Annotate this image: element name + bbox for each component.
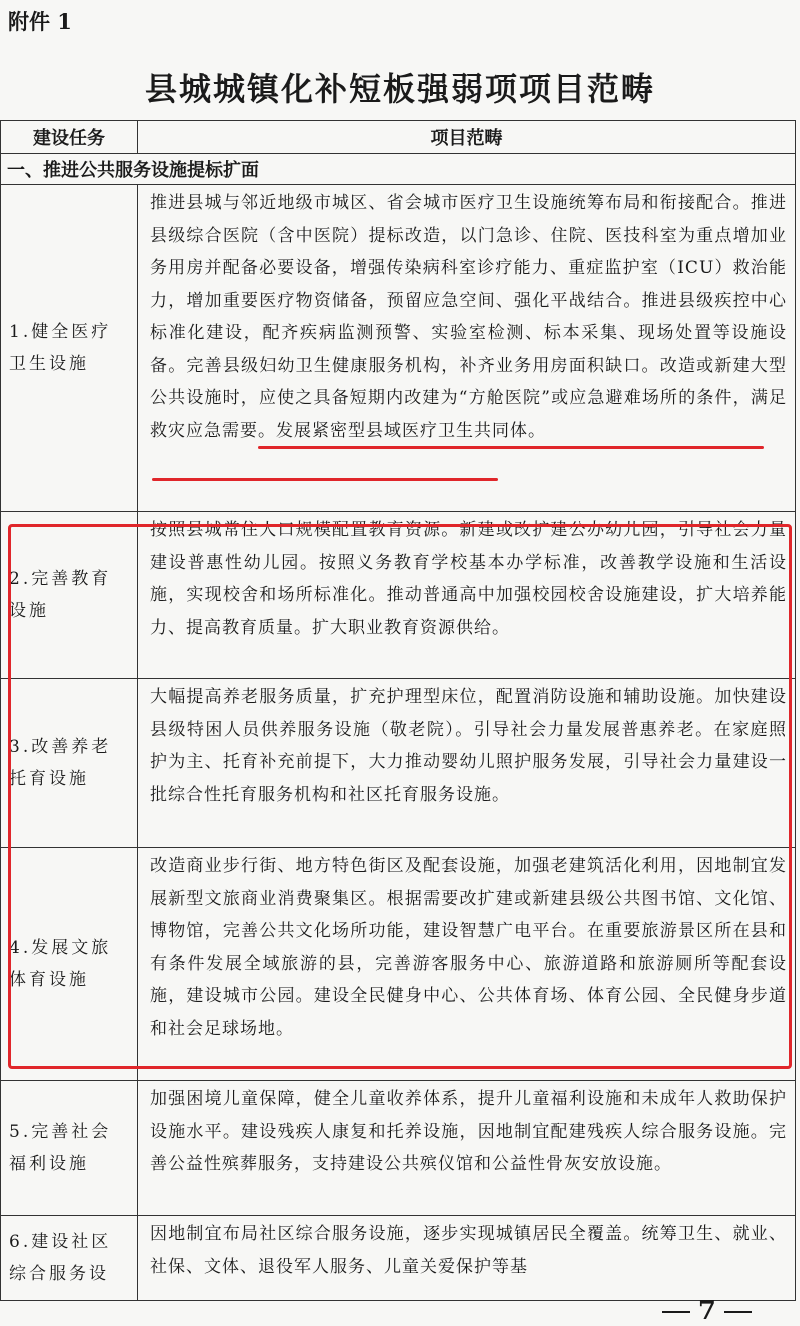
- task-cell: 1.健全医疗卫生设施: [1, 185, 138, 512]
- table-row: [1, 1081, 796, 1216]
- document-title: 县城城镇化补短板强弱项项目范畴: [144, 70, 655, 108]
- table-row: [1, 185, 796, 512]
- scope-cell: 改造商业步行街、地方特色街区及配套设施，加强老建筑活化利用，因地制宜发展新型文旅商业消费聚集区。根据需要改扩建或新建县级公共图书馆、文化馆、博物馆，完善公共文化场所功能，建设智慧广电平台。在重要旅游景区所在县和有条件发展全域旅游的县，完善游客服务中心、旅游道路和旅游厕所等配套设施，建设城市公园。建设全民健身中心、公共体育场、体育公园、全民健身步道和社会足球场地。: [138, 848, 796, 1081]
- page-number: 7: [654, 1296, 760, 1326]
- table-row: [1, 848, 796, 1081]
- scope-cell: 大幅提高养老服务质量，扩充护理型床位，配置消防设施和辅助设施。加快建设县级特困人员供养服务设施（敬老院）。引导社会力量发展普惠养老。在家庭照护为主、托育补充前提下，大力推动婴幼儿照护服务发展，引导社会力量建设一批综合性托育服务机构和社区托育服务设施。: [138, 679, 796, 848]
- task-cell: 4.发展文旅体育设施: [1, 848, 138, 1081]
- table-row: [1, 1216, 796, 1301]
- task-cell: 2.完善教育设施: [1, 512, 138, 679]
- scope-cell: 按照县城常住人口规模配置教育资源。新建或改扩建公办幼儿园，引导社会力量建设普惠性幼儿园。按照义务教育学校基本办学标准，改善教学设施和生活设施，实现校舍和场所标准化。推动普通高中加强校园校舍设施建设，扩大培养能力、提高教育质量。扩大职业教育资源供给。: [138, 512, 796, 679]
- scope-cell: 因地制宜布局社区综合服务设施，逐步实现城镇居民全覆盖。统筹卫生、就业、社保、文体、退役军人服务、儿童关爱保护等基: [138, 1216, 796, 1301]
- section-heading: 一、推进公共服务设施提标扩面: [1, 154, 796, 185]
- table-row: [1, 512, 796, 679]
- header-scope: 项目范畴: [138, 121, 796, 154]
- project-scope-table: [0, 120, 796, 1301]
- task-cell: 3.改善养老托育设施: [1, 679, 138, 848]
- header-task: 建设任务: [1, 121, 138, 154]
- task-cell: 5.完善社会福利设施: [1, 1081, 138, 1216]
- table-row: [1, 679, 796, 848]
- scope-cell: 推进县城与邻近地级市城区、省会城市医疗卫生设施统筹布局和衔接配合。推进县级综合医院（含中医院）提标改造，以门急诊、住院、医技科室为重点增加业务用房并配备必要设备，增强传染病科室诊疗能力、重症监护室（ICU）救治能力，增加重要医疗物资储备，预留应急空间、强化平战结合。推进县级疾控中心标准化建设，配齐疾病监测预警、实验室检测、标本采集、现场处置等设施设备。完善县级妇幼卫生健康服务机构，补齐业务用房面积缺口。改造或新建大型公共设施时，应使之具备短期内改建为“方舱医院”或应急避难场所的条件，满足救灾应急需要。发展紧密型县域医疗卫生共同体。: [138, 185, 796, 512]
- scope-cell: 加强困境儿童保障，健全儿童收养体系，提升儿童福利设施和未成年人救助保护设施水平。建设残疾人康复和托养设施，因地制宜配建残疾人综合服务设施。完善公益性殡葬服务，支持建设公共殡仪馆和公益性骨灰安放设施。: [138, 1081, 796, 1216]
- task-cell: 6.建设社区综合服务设: [1, 1216, 138, 1301]
- attachment-label: 附件 1: [8, 9, 72, 34]
